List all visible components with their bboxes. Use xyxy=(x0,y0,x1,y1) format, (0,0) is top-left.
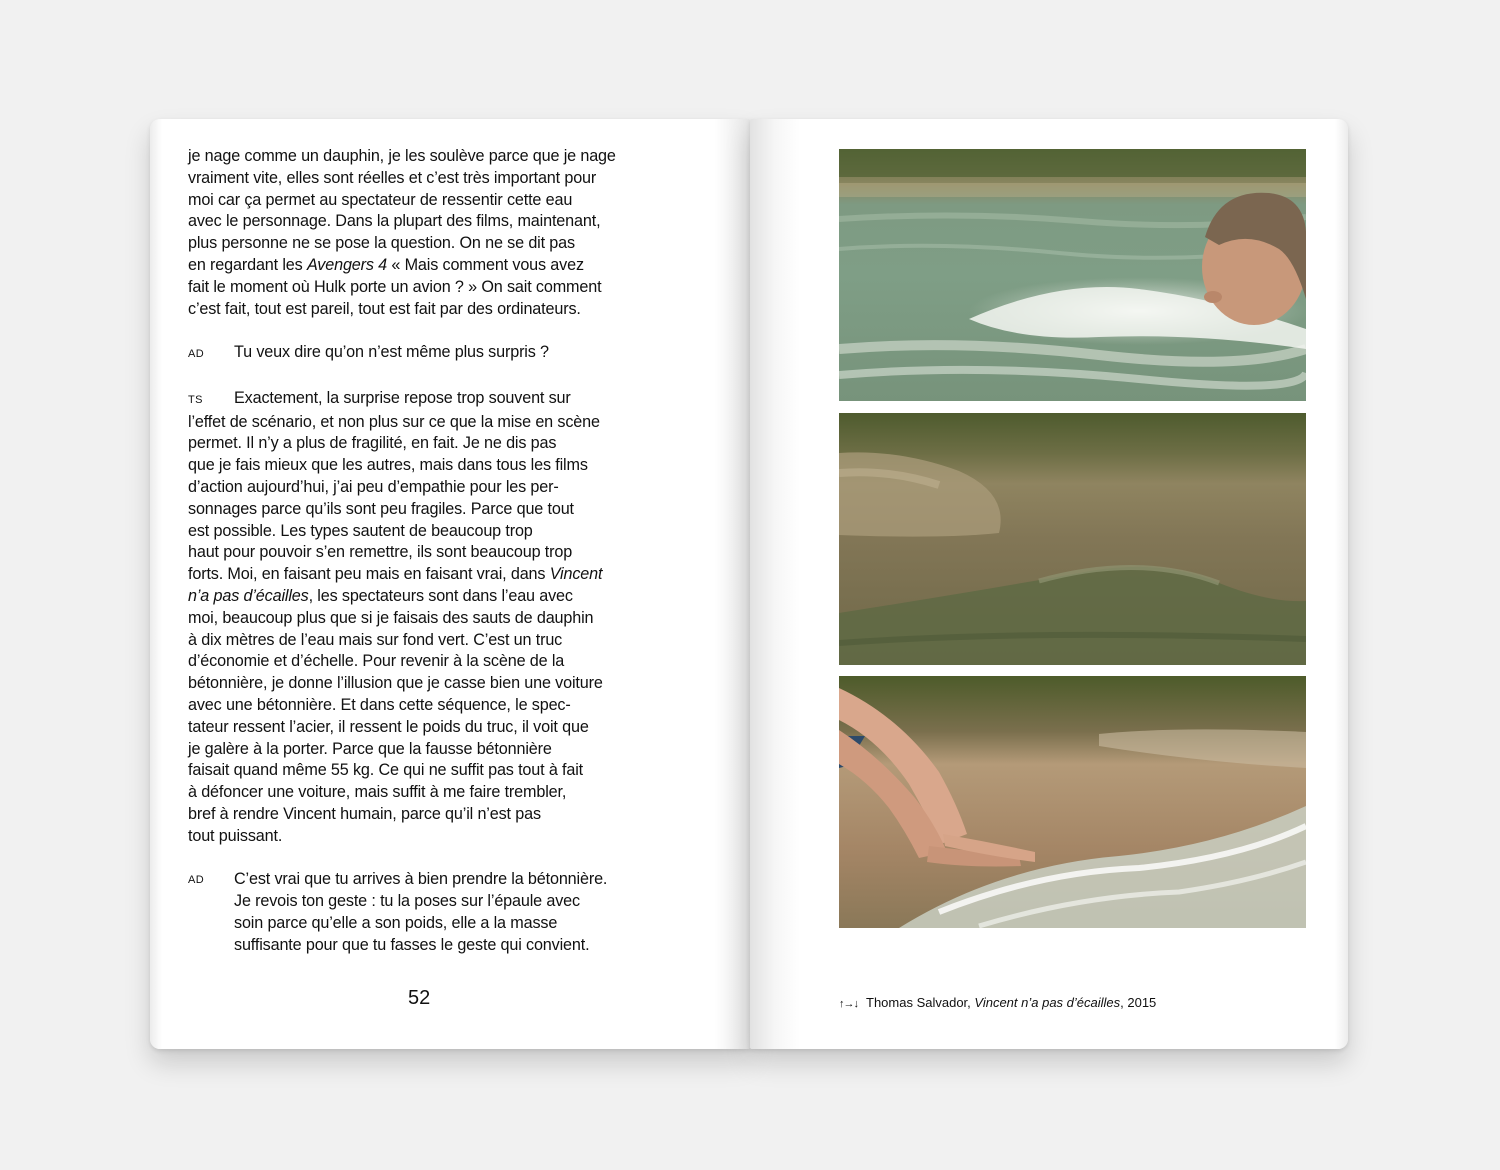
text-line: soin parce qu’elle a son poids, elle a la masse xyxy=(234,913,558,932)
text-line: plus personne ne se pose la question. On ne se dit pas xyxy=(188,234,575,253)
text-fragment: forts. Moi, en faisant peu mais en faisant vrai, dans xyxy=(188,565,550,584)
left-page xyxy=(150,119,750,1049)
text-fragment: Exactement, la surprise repose trop souvent sur xyxy=(234,388,571,407)
film-still-feet xyxy=(839,676,1306,928)
text-line: je galère à la porter. Parce que la fausse bétonnière xyxy=(188,739,552,758)
text-line: faisait quand même 55 kg. Ce qui ne suffit pas tout à fait xyxy=(188,761,584,780)
text-line: c’est fait, tout est pareil, tout est fait par des ordinateurs. xyxy=(188,299,581,318)
film-still-water xyxy=(839,413,1306,665)
speaker-label: AD xyxy=(188,348,205,361)
text-line: C’est vrai que tu arrives à bien prendre la bétonnière. xyxy=(234,870,608,889)
text-fragment: en regardant les xyxy=(188,255,307,274)
film-title: Vincent xyxy=(549,565,603,584)
text-line: bref à rendre Vincent humain, parce qu’il n’est pas xyxy=(188,804,541,823)
text-line xyxy=(188,388,658,412)
text-line: à défoncer une voiture, mais suffit à me faire trembler, xyxy=(188,783,567,802)
text-line: moi car ça permet au spectateur de ressentir cette eau xyxy=(188,190,573,209)
question-ad-1 xyxy=(188,342,658,366)
text-line: fait le moment où Hulk porte un avion ? » On sait comment xyxy=(188,277,602,296)
answer-ts-1 xyxy=(188,388,658,848)
text-line: d’économie et d’échelle. Pour revenir à la scène de la xyxy=(188,652,565,671)
text-line xyxy=(188,342,658,366)
text-line: Je revois ton geste : tu la poses sur l’épaule avec xyxy=(234,892,580,911)
page-number: 52 xyxy=(408,987,431,1009)
text-line xyxy=(188,586,658,608)
text-line xyxy=(188,564,658,586)
speaker-label: TS xyxy=(188,393,203,406)
caption-title: Vincent n’a pas d’écailles xyxy=(974,995,1121,1010)
photo-caption xyxy=(839,995,1156,1010)
text-line: que je fais mieux que les autres, mais dans tous les films xyxy=(188,456,588,475)
body-text xyxy=(188,146,658,956)
text-line: d’action aujourd’hui, j’ai peu d’empathie pour les per- xyxy=(188,477,559,496)
text-line: je nage comme un dauphin, je les soulève parce que je nage xyxy=(188,147,616,165)
text-line: sonnages parce qu’ils sont peu fragiles. Parce que tout xyxy=(188,499,574,518)
text-line: moi, beaucoup plus que si je faisais des sauts de dauphin xyxy=(188,608,594,627)
text-line: à dix mètres de l’eau mais sur fond vert. C’est un truc xyxy=(188,630,563,649)
right-page xyxy=(750,119,1348,1049)
speaker-label: AD xyxy=(188,874,205,887)
text-fragment: « Mais comment vous avez xyxy=(387,255,584,274)
text-line: tout puissant. xyxy=(188,826,283,845)
text-line: avec le personnage. Dans la plupart des films, maintenant, xyxy=(188,212,601,231)
text-line: vraiment vite, elles sont réelles et c’est très important pour xyxy=(188,168,597,187)
text-line: permet. Il n’y a plus de fragilité, en fait. Je ne dis pas xyxy=(188,434,557,453)
question-text: Tu veux dire qu’on n’est même plus surpris ? xyxy=(234,343,549,362)
text-fragment: , les spectateurs sont dans l’eau avec xyxy=(308,586,573,605)
text-line: suffisante pour que tu fasses le geste qui convient. xyxy=(234,935,590,954)
film-title: Avengers 4 xyxy=(306,255,388,274)
paragraph-intro xyxy=(188,146,658,320)
text-line: avec une bétonnière. Et dans cette séquence, le spec- xyxy=(188,695,571,714)
arrows-icon: ↑→↓ xyxy=(839,998,858,1010)
text-line: tateur ressent l’acier, il ressent le poids du truc, il voit que xyxy=(188,717,589,736)
text-line: haut pour pouvoir s’en remettre, ils sont beaucoup trop xyxy=(188,543,573,562)
caption-year: , 2015 xyxy=(1120,995,1157,1010)
text-line: l’effet de scénario, et non plus sur ce que la mise en scène xyxy=(188,412,600,431)
question-ad-2 xyxy=(188,869,658,956)
caption-author: Thomas Salvador, xyxy=(866,995,975,1010)
film-still-swimmer xyxy=(839,149,1306,401)
text-line: est possible. Les types sautent de beaucoup trop xyxy=(188,521,533,540)
text-line xyxy=(188,255,658,277)
text-line: bétonnière, je donne l’illusion que je casse bien une voiture xyxy=(188,674,603,693)
film-title: n’a pas d’écailles xyxy=(188,586,309,605)
